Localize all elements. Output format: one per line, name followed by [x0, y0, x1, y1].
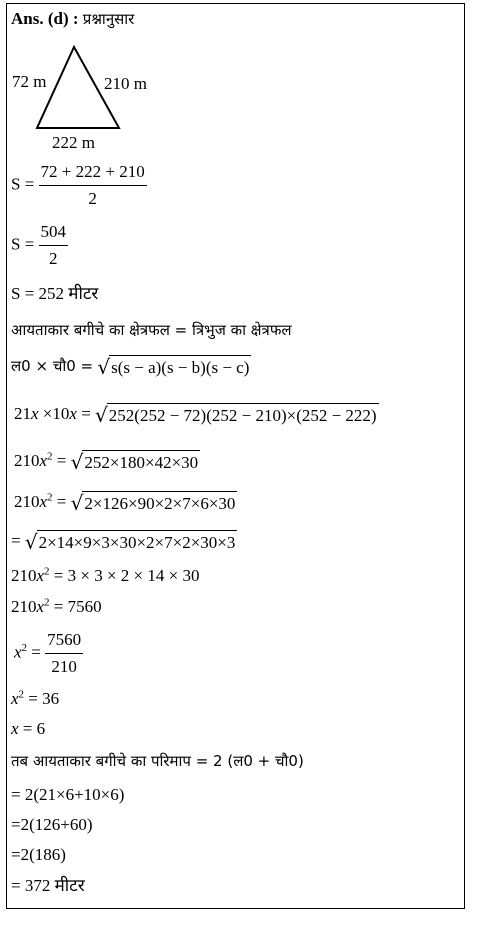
sqrt-icon: √	[97, 355, 111, 379]
heron-lhs: ल0 × चौ0 =	[11, 356, 94, 375]
step-5	[11, 597, 102, 617]
step-1-sqrt	[71, 450, 201, 474]
step-2	[14, 491, 237, 515]
sqrt-icon: √	[95, 403, 108, 427]
heron-formula-line	[11, 355, 251, 379]
sub-times: ×10	[38, 403, 70, 423]
step-5-rhs: = 7560	[49, 597, 102, 616]
sub-var-1: x	[31, 403, 39, 423]
answer-label: Ans. (d) :	[11, 9, 79, 28]
step-2-sqrt	[71, 491, 238, 515]
s-formula-denominator: 2	[88, 189, 97, 208]
step-1-radicand: 252×180×42×30	[82, 450, 200, 474]
s-value-line: S = 252 मीटर	[11, 284, 99, 303]
step-8-rhs: = 6	[18, 719, 46, 738]
step-6-denominator: 210	[51, 657, 77, 676]
step-7-rhs: = 36	[24, 689, 60, 708]
perimeter-step-3: =2(186)	[11, 845, 66, 864]
step-2-eq: =	[52, 491, 71, 511]
step-1	[14, 450, 200, 474]
answer-intro: प्रश्नानुसार	[82, 10, 135, 28]
step-7-exp: 2	[18, 688, 25, 701]
triangle-side-right: 210 m	[104, 74, 147, 93]
s-fraction-line	[11, 222, 68, 269]
sub-coef: 21	[14, 403, 31, 423]
step-1-var: x	[39, 450, 48, 470]
s-formula-fraction	[39, 162, 147, 209]
perimeter-result: = 372 मीटर	[11, 876, 85, 895]
s-fraction-lhs: S =	[11, 234, 35, 254]
step-6	[14, 630, 83, 677]
substitution-line	[14, 403, 379, 427]
step-3	[11, 530, 237, 554]
step-4-coef: 210	[11, 566, 37, 585]
s-formula-lhs: S =	[11, 174, 35, 194]
sqrt-icon: √	[24, 530, 38, 554]
step-8	[11, 719, 45, 739]
step-3-eq: =	[11, 530, 25, 550]
step-2-exp: 2	[47, 491, 53, 504]
triangle-side-left: 72 m	[12, 72, 47, 91]
s-fraction	[39, 222, 69, 269]
step-7	[11, 689, 59, 709]
step-3-sqrt	[25, 530, 238, 554]
step-4-exp: 2	[44, 565, 50, 578]
s-formula-line	[11, 162, 147, 209]
step-6-exp: 2	[21, 641, 28, 654]
step-2-radicand: 2×126×90×2×7×6×30	[82, 491, 237, 515]
step-1-exp: 2	[47, 450, 53, 463]
step-6-eq: =	[27, 642, 46, 662]
area-equality-line: आयताकार बगीचे का क्षेत्रफल = त्रिभुज का क्षेत्रफल	[11, 321, 292, 339]
sub-var-2: x	[69, 403, 77, 423]
step-4	[11, 566, 199, 586]
step-6-numerator: 7560	[45, 630, 83, 654]
triangle-side-base: 222 m	[52, 133, 95, 152]
step-5-exp: 2	[44, 596, 50, 609]
step-6-var: x	[14, 642, 22, 662]
sqrt-icon: √	[70, 491, 84, 515]
step-5-coef: 210	[11, 597, 37, 616]
step-2-var: x	[39, 491, 48, 511]
step-3-radicand: 2×14×9×3×30×2×7×2×30×3	[37, 530, 238, 554]
step-5-var: x	[36, 597, 45, 616]
step-8-var: x	[11, 719, 19, 738]
sqrt-icon: √	[70, 450, 84, 474]
s-fraction-denominator: 2	[49, 249, 58, 268]
step-1-eq: =	[52, 450, 71, 470]
step-7-var: x	[11, 689, 19, 708]
heron-radicand: s(s − a)(s − b)(s − c)	[109, 355, 251, 379]
step-2-coef: 210	[14, 491, 40, 511]
step-6-fraction	[45, 630, 83, 677]
s-formula-numerator: 72 + 222 + 210	[39, 162, 147, 186]
substitution-radicand: 252(252 − 72)(252 − 210)×(252 − 222)	[107, 403, 379, 427]
heron-sqrt	[97, 355, 251, 379]
step-4-var: x	[36, 566, 45, 585]
s-fraction-numerator: 504	[39, 222, 69, 246]
step-4-rhs: = 3 × 3 × 2 × 14 × 30	[49, 566, 200, 585]
perimeter-step-1: = 2(21×6+10×6)	[11, 785, 125, 804]
sub-eq: =	[76, 403, 96, 423]
substitution-sqrt	[95, 403, 379, 427]
answer-heading	[11, 9, 134, 29]
perimeter-step-2: =2(126+60)	[11, 815, 93, 834]
step-1-coef: 210	[14, 450, 40, 470]
perimeter-line: तब आयताकार बगीचे का परिमाप = 2 (ल0 + चौ0)	[11, 752, 304, 770]
